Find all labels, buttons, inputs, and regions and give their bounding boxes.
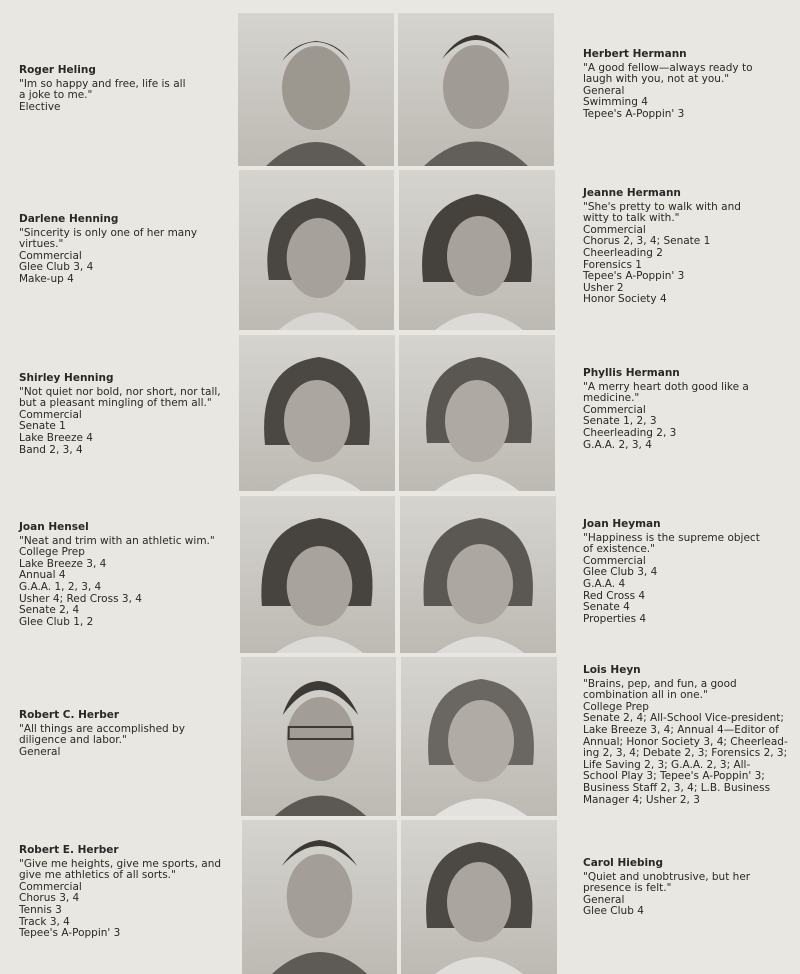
portrait-photo	[399, 170, 555, 330]
entry-lois-heyn	[583, 665, 795, 806]
entry-line: Commercial	[19, 408, 82, 421]
entry-line: "Give me heights, give me sports, and	[19, 857, 222, 870]
entry-line: laugh with you, not at you."	[583, 73, 730, 86]
entry-line: Senate 1	[19, 420, 66, 433]
entry-line: presence is felt."	[583, 882, 672, 895]
entry-line: Lake Breeze 3, 4; Annual 4—Editor of	[583, 723, 779, 736]
entry-line: "Im so happy and free, life is all	[19, 77, 186, 90]
entry-line: Business Staff 2, 3, 4; L.B. Business	[583, 781, 771, 794]
student-name: Herbert Hermann	[583, 48, 687, 60]
entry-line: of existence."	[583, 543, 655, 556]
student-name: Carol Hiebing	[583, 857, 664, 869]
entry-line: Commercial	[19, 249, 82, 262]
entry-line: combination all in one."	[583, 689, 708, 702]
entry-line: G.A.A. 4	[583, 577, 626, 590]
entry-line: G.A.A. 1, 2, 3, 4	[19, 580, 102, 593]
entry-line: Glee Club 3, 4	[583, 566, 658, 579]
portrait-photo	[401, 820, 557, 974]
entry-darlene-henning	[19, 214, 231, 286]
entry-line: "Sincerity is only one of her many	[19, 226, 198, 239]
entry-joan-heyman	[583, 519, 795, 625]
entry-line: Chorus 2, 3, 4; Senate 1	[583, 235, 711, 248]
entry-line: College Prep	[583, 700, 649, 713]
entry-line: Annual 4	[19, 569, 66, 582]
portrait-photo	[238, 13, 394, 166]
student-name: Jeanne Hermann	[583, 187, 681, 199]
entry-line: Senate 2, 4	[19, 604, 80, 617]
entry-line: General	[583, 893, 625, 906]
entry-line: Make-up 4	[19, 272, 74, 285]
entry-line: Chorus 3, 4	[19, 892, 80, 905]
student-name: Joan Heyman	[583, 518, 661, 530]
entry-line: Tepee's A-Poppin' 3	[583, 270, 685, 283]
entry-line: "All things are accomplished by	[19, 722, 185, 735]
entry-shirley-henning	[19, 373, 231, 456]
student-name: Roger Heling	[19, 64, 96, 76]
entry-line: Life Saving 2, 3; G.A.A. 2, 3; All-	[583, 758, 751, 771]
student-name: Shirley Henning	[19, 372, 114, 384]
student-name: Joan Hensel	[19, 521, 89, 533]
portrait-photo	[239, 170, 394, 330]
entry-line: School Play 3; Tepee's A-Poppin' 3;	[583, 770, 765, 783]
entry-line: "Neat and trim with an athletic wim."	[19, 534, 215, 547]
entry-line: Properties 4	[583, 612, 647, 625]
entry-line: "A merry heart doth good like a	[583, 380, 749, 393]
entry-line: General	[583, 84, 625, 97]
entry-herbert-hermann	[583, 49, 795, 121]
entry-line: Lake Breeze 3, 4	[19, 557, 107, 570]
entry-line: Glee Club 1, 2	[19, 615, 94, 628]
entry-line: Tennis 3	[19, 903, 62, 916]
portrait-photo	[400, 496, 556, 653]
entry-joan-hensel	[19, 522, 231, 628]
student-name: Phyllis Hermann	[583, 367, 680, 379]
entry-line: G.A.A. 2, 3, 4	[583, 438, 652, 451]
entry-line: Track 3, 4	[19, 915, 70, 928]
entry-line: Manager 4; Usher 2, 3	[583, 793, 700, 806]
portrait-photo	[239, 335, 395, 491]
entry-line: medicine."	[583, 392, 640, 405]
student-name: Robert E. Herber	[19, 844, 119, 856]
portrait-photo	[399, 335, 555, 491]
entry-phyllis-hermann	[583, 368, 795, 451]
entry-line: "Happiness is the supreme object	[583, 531, 760, 544]
entry-line: "Not quiet nor bold, nor short, nor tall,	[19, 385, 221, 398]
entry-line: Forensics 1	[583, 258, 642, 271]
entry-line: Commercial	[583, 403, 646, 416]
entry-line: give me athletics of all sorts."	[19, 869, 176, 882]
entry-line: "Brains, pep, and fun, a good	[583, 677, 737, 690]
entry-line: diligence and labor."	[19, 734, 127, 747]
entry-line: Usher 2	[583, 281, 624, 294]
entry-line: witty to talk with."	[583, 212, 680, 225]
entry-line: Red Cross 4	[583, 589, 646, 602]
entry-line: Senate 1, 2, 3	[583, 415, 657, 428]
entry-line: "A good fellow—always ready to	[583, 61, 753, 74]
entry-line: a joke to me."	[19, 89, 93, 102]
portrait-photo	[240, 496, 395, 653]
entry-line: Senate 4	[583, 601, 630, 614]
entry-line: "Quiet and unobtrusive, but her	[583, 870, 751, 883]
entry-line: Usher 4; Red Cross 3, 4	[19, 592, 142, 605]
entry-line: Glee Club 3, 4	[19, 261, 94, 274]
entry-line: College Prep	[19, 546, 85, 559]
student-name: Darlene Henning	[19, 213, 119, 225]
entry-line: Commercial	[19, 880, 82, 893]
entry-carol-hiebing	[583, 858, 795, 918]
student-name: Robert C. Herber	[19, 709, 120, 721]
entry-line: Lake Breeze 4	[19, 431, 93, 444]
entry-line: Elective	[19, 100, 61, 113]
portrait-photo	[241, 657, 396, 816]
entry-line: Tepee's A-Poppin' 3	[19, 927, 121, 940]
portrait-photo	[242, 820, 397, 974]
student-name: Lois Heyn	[583, 664, 641, 676]
entry-line: "She's pretty to walk with and	[583, 200, 741, 213]
entry-line: Senate 2, 4; All-School Vice-president;	[583, 712, 784, 725]
entry-robert-e-herber	[19, 845, 231, 940]
entry-roger-heling	[19, 65, 231, 113]
entry-line: Glee Club 4	[583, 905, 644, 918]
entry-line: Honor Society 4	[583, 293, 667, 306]
portrait-photo	[401, 657, 557, 816]
entry-robert-c-herber	[19, 710, 231, 758]
entry-line: Swimming 4	[583, 96, 648, 109]
entry-line: Tepee's A-Poppin' 3	[583, 107, 685, 120]
entry-line: virtues."	[19, 238, 64, 251]
entry-line: Annual; Honor Society 3, 4; Cheerlead-	[583, 735, 788, 748]
entry-jeanne-hermann	[583, 188, 795, 306]
entry-line: ing 2, 3, 4; Debate 2, 3; Forensics 2, 3;	[583, 747, 788, 760]
entry-line: Cheerleading 2, 3	[583, 426, 677, 439]
entry-line: General	[19, 745, 61, 758]
entry-line: Band 2, 3, 4	[19, 443, 83, 456]
portrait-photo	[398, 13, 554, 166]
entry-line: Commercial	[583, 554, 646, 567]
entry-line: Cheerleading 2	[583, 246, 663, 259]
entry-line: but a pleasant mingling of them all."	[19, 397, 212, 410]
entry-line: Commercial	[583, 223, 646, 236]
